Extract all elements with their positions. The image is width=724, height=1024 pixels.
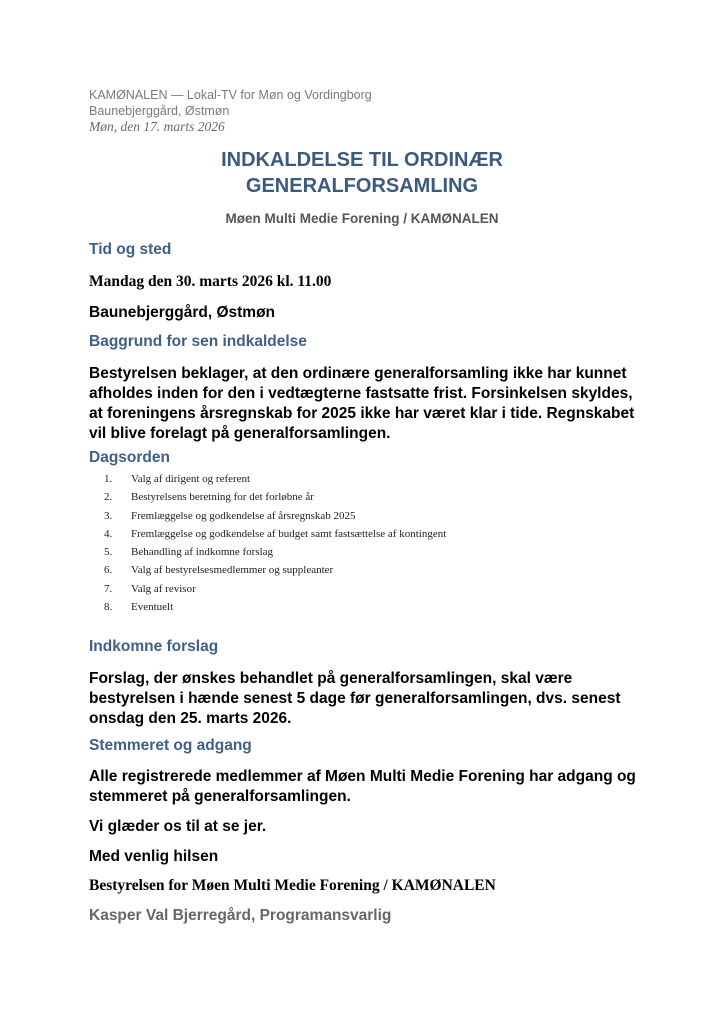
- proposals-text: Forslag, der ønskes behandlet på generalforsamlingen, skal være bestyrelsen i hænde senest 5 dage før generalforsamlingen, dvs. senest onsdag den 25. marts 2026.: [89, 670, 621, 727]
- org-line: KAMØNALEN — Lokal-TV for Møn og Vordingborg: [89, 88, 372, 102]
- agenda-item-number: 1.: [104, 473, 113, 485]
- closing-regards: Med venlig hilsen: [89, 848, 219, 865]
- agenda-item-text: Valg af revisor: [131, 582, 196, 595]
- agenda-item-text: Fremlæggelse og godkendelse af årsregnskab 2025: [131, 509, 356, 522]
- heading-late-notice: Baggrund for sen indkaldelse: [89, 333, 307, 350]
- agenda-item: [104, 582, 446, 600]
- heading-proposals: Indkomne forslag: [89, 638, 219, 655]
- agenda-item-text: Behandling af indkomne forslag: [131, 546, 274, 559]
- agenda-item-text: Eventuelt: [131, 601, 174, 614]
- agenda-item-number: 8.: [104, 601, 113, 614]
- agenda-item-number: 6.: [104, 564, 113, 577]
- agenda-list: [104, 472, 446, 618]
- address-line: Baunebjerggård, Østmøn: [89, 104, 230, 118]
- agenda-item: [104, 509, 446, 527]
- agenda-item-number: 2.: [104, 491, 113, 504]
- agenda-item-number: 7.: [104, 582, 113, 595]
- agenda-item-text: Fremlæggelse og godkendelse af budget samt fastsættelse af kontingent: [131, 527, 447, 540]
- closing-board: Bestyrelsen for Møen Multi Medie Forening / KAMØNALEN: [89, 877, 496, 894]
- heading-voting: Stemmeret og adgang: [89, 737, 252, 754]
- heading-time-place: Tid og sted: [89, 241, 172, 258]
- heading-agenda: Dagsorden: [89, 449, 170, 466]
- closing-signatory: Kasper Val Bjerregård, Programansvarlig: [89, 907, 392, 924]
- document-title-line1: INDKALDELSE TIL ORDINÆR: [221, 149, 503, 171]
- late-notice-text: Bestyrelsen beklager, at den ordinære generalforsamling ikke har kunnet afholdes inden for den i vedtægterne fastsatte frist. Forsinkelsen skyldes, at foreningens årsregnskab for 2025 ikke har været klar i tide. Regnskabet vil blive forelagt på generalforsamlingen.: [89, 365, 635, 442]
- date-line: Møn, den 17. marts 2026: [89, 119, 225, 134]
- agenda-item: [104, 472, 446, 490]
- agenda-item: [104, 545, 446, 563]
- agenda-item: [104, 527, 446, 545]
- agenda-item-number: 3.: [104, 509, 113, 522]
- voting-text: Alle registrerede medlemmer af Møen Multi Medie Forening har adgang og stemmeret på generalforsamlingen.: [89, 768, 636, 805]
- agenda-item: [104, 563, 446, 581]
- meeting-place: Baunebjerggård, Østmøn: [89, 304, 276, 321]
- agenda-item-number: 4.: [104, 527, 113, 540]
- closing-greeting: Vi glæder os til at se jer.: [89, 818, 267, 835]
- meeting-datetime: Mandag den 30. marts 2026 kl. 11.00: [89, 273, 332, 290]
- agenda-item-text: Valg af bestyrelsesmedlemmer og suppleanter: [131, 564, 334, 577]
- agenda-item-number: 5.: [104, 546, 113, 559]
- agenda-item: [104, 600, 446, 618]
- document-subtitle: Møen Multi Medie Forening / KAMØNALEN: [225, 211, 499, 226]
- document-title-line2: GENERALFORSAMLING: [245, 175, 479, 197]
- agenda-item: [104, 490, 446, 508]
- agenda-item-text: Bestyrelsens beretning for det forløbne år: [131, 491, 314, 504]
- agenda-item-text: Valg af dirigent og referent: [131, 473, 251, 485]
